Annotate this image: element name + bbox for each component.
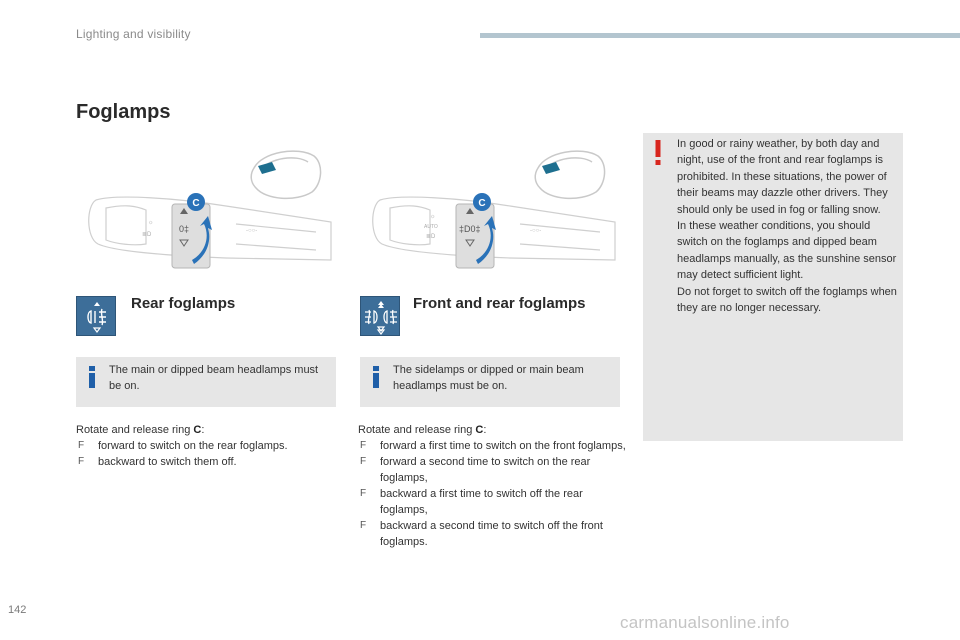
list-item-text: backward a first time to switch off the rear foglamps, bbox=[380, 488, 583, 516]
intro-prefix: Rotate and release ring bbox=[358, 424, 476, 436]
callout-c-letter: C bbox=[192, 198, 200, 209]
list-item bbox=[358, 486, 628, 518]
stalk-marker-dip: ≣D bbox=[426, 234, 436, 240]
steering-wheel-sketch bbox=[535, 151, 604, 198]
stalk-marker-sun: ☼ bbox=[148, 220, 154, 226]
page-number: 142 bbox=[8, 604, 27, 616]
intro-suffix: : bbox=[483, 424, 487, 436]
warning-paragraph: In these weather conditions, you should switch on the foglamps and dipped beam headlamps manually, as the sunshine sensor may detect sufficient light. bbox=[677, 220, 897, 282]
list-item bbox=[358, 518, 628, 550]
warning-paragraph: Do not forget to switch off the foglamps when they are no longer necessary. bbox=[677, 285, 897, 315]
rear-foglamps-heading: Rear foglamps bbox=[131, 295, 236, 312]
bullet-glyph: F bbox=[360, 520, 367, 531]
ring-letter: C bbox=[193, 424, 202, 436]
bullet-glyph: F bbox=[78, 440, 85, 451]
front-rear-foglamp-stalk-illustration bbox=[360, 140, 620, 280]
rear-info-text: The main or dipped beam headlamps must be on. bbox=[109, 364, 319, 392]
front-rear-instructions-intro bbox=[358, 422, 628, 438]
bullet-glyph: F bbox=[360, 440, 367, 451]
front-rear-foglamps-heading: Front and rear foglamps bbox=[413, 295, 586, 312]
list-item bbox=[76, 438, 336, 454]
list-item bbox=[358, 454, 628, 486]
bullet-glyph: F bbox=[78, 456, 85, 467]
bullet-glyph: F bbox=[360, 488, 367, 499]
front-rear-info-box bbox=[360, 357, 620, 407]
list-item-text: forward a first time to switch on the front foglamps, bbox=[380, 440, 626, 452]
steering-wheel-sketch bbox=[251, 151, 320, 198]
page-title: Foglamps bbox=[76, 101, 171, 123]
stalk-marker-sun: ☼ bbox=[430, 214, 436, 220]
rear-foglamp-stalk-illustration bbox=[76, 140, 336, 280]
ring-letter: C bbox=[475, 424, 484, 436]
warning-paragraph: In good or rainy weather, by both day and night, use of the front and rear foglamps is prohibited. In these situations, the power of their beams may dazzle other drivers. They should only be used in fog or falling snow. bbox=[677, 138, 888, 216]
bullet-glyph: F bbox=[360, 456, 367, 467]
list-item-text: backward a second time to switch off the front foglamps. bbox=[380, 520, 603, 548]
stalk-marker-side: -○○- bbox=[246, 228, 258, 234]
watermark: carmanualsonline.info bbox=[620, 613, 790, 632]
intro-suffix: : bbox=[201, 424, 205, 436]
foglamp-ring bbox=[456, 204, 494, 268]
foglamp-ring bbox=[172, 204, 210, 268]
info-icon bbox=[88, 366, 96, 388]
hand-pointer bbox=[542, 162, 560, 174]
warning-box bbox=[643, 133, 903, 441]
list-item-text: forward to switch on the rear foglamps. bbox=[98, 440, 288, 452]
stalk-marker-dip: ≣D bbox=[142, 232, 152, 238]
rear-info-box bbox=[76, 357, 336, 407]
front-rear-info-text: The sidelamps or dipped or main beam headlamps must be on. bbox=[393, 364, 584, 392]
list-item bbox=[76, 454, 336, 470]
warning-icon bbox=[655, 140, 661, 166]
list-item-text: backward to switch them off. bbox=[98, 456, 237, 468]
warning-text bbox=[677, 136, 901, 316]
stalk-marker-side: -○○- bbox=[530, 228, 542, 234]
section-header-label: Lighting and visibility bbox=[76, 27, 191, 41]
front-rear-instructions bbox=[358, 422, 628, 550]
stalk-marker-auto: AUTO bbox=[424, 224, 438, 230]
rear-instructions-intro bbox=[76, 422, 336, 438]
hand-pointer bbox=[258, 162, 276, 174]
info-icon bbox=[372, 366, 380, 388]
ring-fog-symbol: 0‡ bbox=[179, 224, 190, 234]
rear-instructions bbox=[76, 422, 336, 470]
section-header-bar bbox=[480, 33, 960, 38]
rear-foglamp-icon bbox=[76, 296, 116, 336]
ring-fog-symbol: ‡D0‡ bbox=[459, 224, 481, 234]
intro-prefix: Rotate and release ring bbox=[76, 424, 194, 436]
front-rear-foglamp-icon bbox=[360, 296, 400, 336]
list-item bbox=[358, 438, 628, 454]
callout-c-letter: C bbox=[478, 198, 486, 209]
list-item-text: forward a second time to switch on the rear foglamps, bbox=[380, 456, 591, 484]
